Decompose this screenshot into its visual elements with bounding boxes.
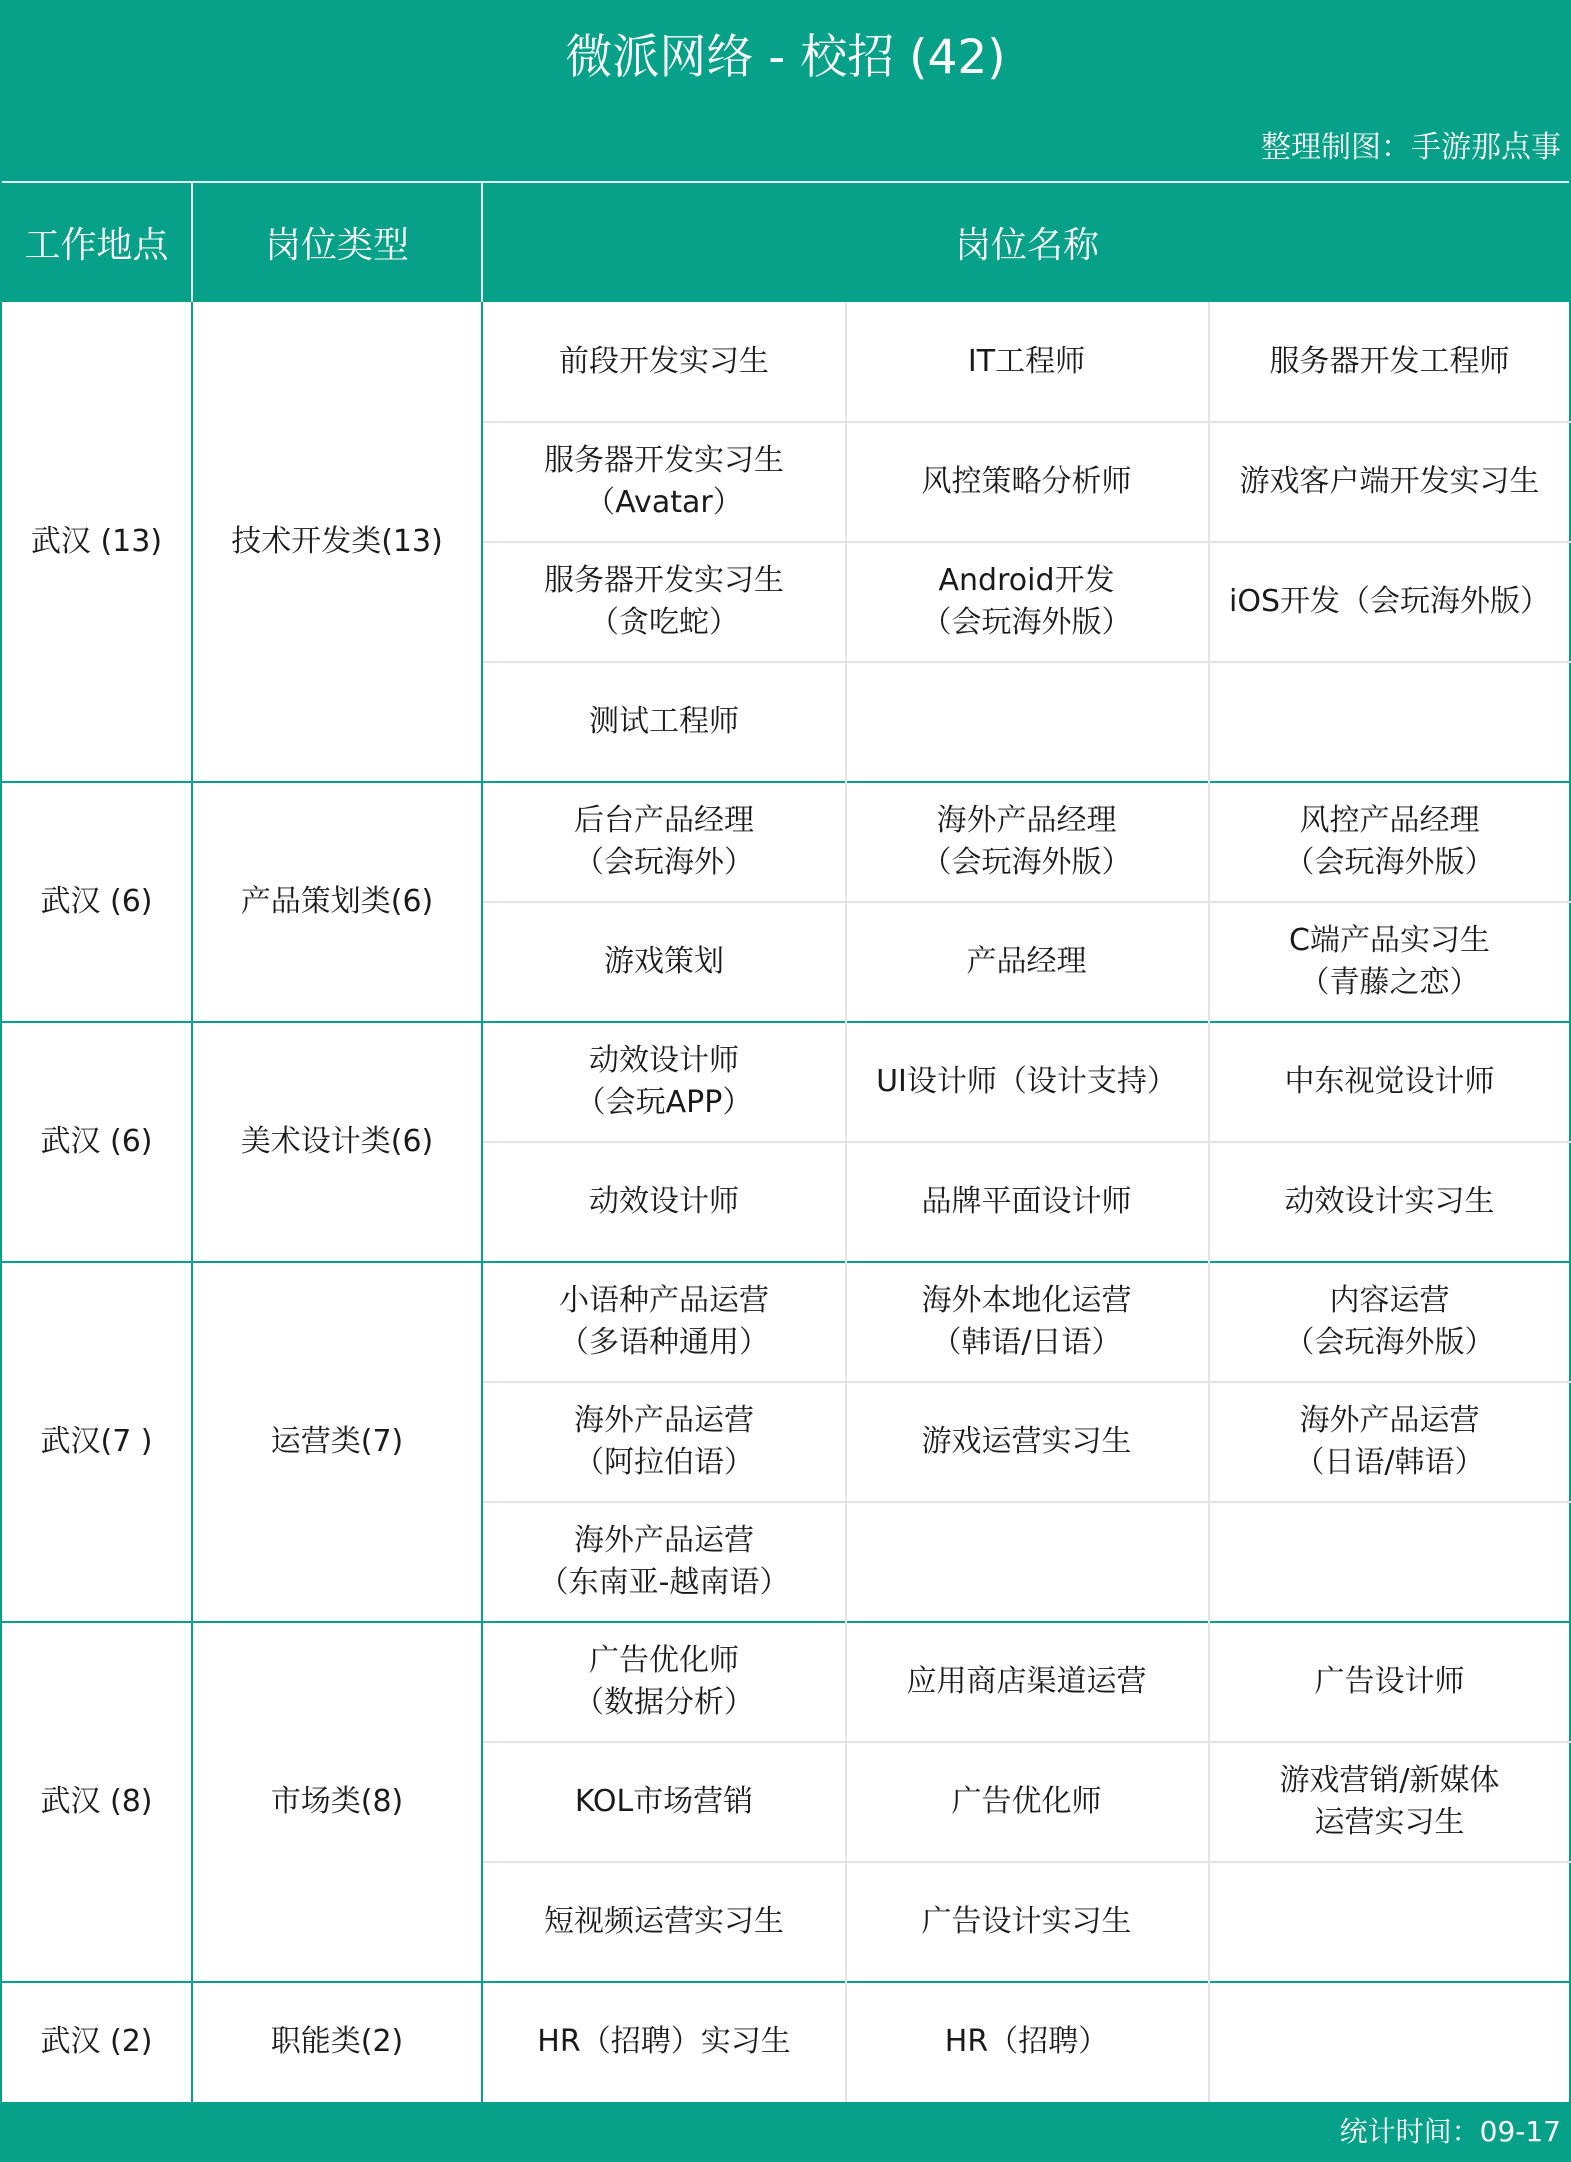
job-title-line: KOL市场营销	[574, 1784, 754, 1819]
column-divider	[1208, 302, 1210, 2102]
job-cell	[1208, 1862, 1571, 1982]
table-header	[2, 181, 1569, 302]
category-cell: 市场类(8)	[270, 1784, 404, 1819]
job-cell	[483, 902, 845, 1022]
job-title	[968, 341, 1085, 383]
job-title-line: （多语种通用）	[559, 1325, 769, 1360]
job-title-line: 内容运营	[1329, 1283, 1450, 1318]
job-title	[575, 1781, 753, 1823]
job-cell	[483, 1502, 845, 1622]
job-title-line: （会玩海外版）	[1284, 845, 1495, 880]
job-title-line: 产品经理	[966, 944, 1087, 979]
job-cell	[845, 1862, 1208, 1982]
job-title-line: 短视频运营实习生	[544, 1904, 784, 1939]
job-cell	[1208, 902, 1571, 1022]
location-cell: 武汉 (6)	[40, 1124, 153, 1159]
location-cell: 武汉 (13)	[30, 524, 163, 559]
job-title	[574, 800, 754, 884]
job-title-line: 海外本地化运营	[921, 1283, 1132, 1318]
job-title-line: （会玩海外版）	[1284, 1325, 1495, 1360]
job-title-line: （日语/韩语）	[1294, 1445, 1485, 1480]
job-title-line: 动效设计师	[589, 1184, 739, 1219]
job-title-line: （数据分析）	[574, 1685, 754, 1720]
job-cell	[1208, 1982, 1571, 2102]
job-title	[574, 1640, 754, 1724]
job-cell	[845, 1982, 1208, 2102]
job-title	[922, 800, 1132, 884]
job-title-line: （会玩海外）	[574, 845, 754, 880]
job-cell	[845, 782, 1208, 902]
job-title	[559, 1280, 769, 1364]
job-title	[1240, 461, 1540, 503]
job-title	[1285, 800, 1495, 884]
job-cell	[845, 1382, 1208, 1502]
job-title	[967, 941, 1087, 983]
job-title	[945, 2021, 1108, 2063]
category-cell: 运营类(7)	[270, 1424, 404, 1459]
job-title-line: （青藤之恋）	[1299, 965, 1480, 1000]
job-cell	[1208, 1022, 1571, 1142]
job-title	[604, 941, 724, 983]
job-title-line: IT工程师	[967, 344, 1086, 379]
job-title-line: （Avatar）	[585, 485, 743, 520]
job-title-line: 风控策略分析师	[921, 464, 1132, 499]
job-cell	[483, 1382, 845, 1502]
job-cell	[845, 902, 1208, 1022]
job-cell	[1208, 1742, 1571, 1862]
job-title-line: 服务器开发实习生	[544, 563, 784, 598]
job-title	[559, 341, 769, 383]
job-title	[1285, 1280, 1495, 1364]
job-title-line: 运营实习生	[1314, 1805, 1465, 1840]
job-cell	[483, 782, 845, 902]
job-title-line: UI设计师（设计支持）	[876, 1064, 1177, 1099]
job-title-line: 广告优化师	[589, 1643, 739, 1678]
job-title-line: （阿拉伯语）	[574, 1445, 754, 1480]
job-title-line: 海外产品运营	[573, 1523, 754, 1558]
job-cell	[1208, 782, 1571, 902]
job-title-line: （会玩海外版）	[921, 605, 1132, 640]
job-cell	[1208, 1262, 1571, 1382]
job-title	[1285, 1061, 1495, 1103]
job-title	[876, 1061, 1177, 1103]
job-title	[922, 461, 1132, 503]
job-cell	[1208, 1622, 1571, 1742]
job-title-line: 游戏营销/新媒体	[1279, 1763, 1500, 1798]
job-cell	[1208, 1382, 1571, 1502]
category-cell: 产品策划类(6)	[240, 884, 434, 919]
job-title	[1289, 920, 1490, 1004]
job-cell	[845, 1502, 1208, 1622]
job-title	[1285, 1181, 1495, 1223]
job-title-line: 广告设计实习生	[921, 1904, 1132, 1939]
job-cell	[845, 1622, 1208, 1742]
job-cell	[483, 1862, 845, 1982]
job-title-line: 中东视觉设计师	[1284, 1064, 1495, 1099]
credit-label: 整理制图：手游那点事	[1261, 130, 1561, 165]
category-cell: 美术设计类(6)	[240, 1124, 434, 1159]
job-cell	[483, 542, 845, 662]
job-title-line: 前段开发实习生	[559, 344, 769, 379]
job-cell	[845, 1022, 1208, 1142]
job-cell	[1208, 422, 1571, 542]
footer-bar	[2, 2102, 1569, 2162]
job-cell	[483, 662, 845, 782]
column-divider	[481, 302, 483, 2102]
job-title-line: 游戏运营实习生	[921, 1424, 1132, 1459]
job-cell	[483, 1982, 845, 2102]
job-title	[544, 560, 784, 644]
job-title-line: 海外产品经理	[936, 803, 1117, 838]
job-title	[1270, 341, 1510, 383]
job-title	[1229, 581, 1550, 623]
job-title-line: HR（招聘）实习生	[537, 2024, 791, 2059]
job-title-line: 服务器开发实习生	[544, 443, 784, 478]
location-cell: 武汉 (8)	[40, 1784, 153, 1819]
job-cell	[1208, 302, 1571, 422]
job-cell	[1208, 662, 1571, 782]
job-title-line: 海外产品运营	[1299, 1403, 1480, 1438]
job-cell	[483, 1622, 845, 1742]
job-title-line: 广告优化师	[951, 1784, 1102, 1819]
job-title	[544, 440, 784, 524]
job-title-line: 应用商店渠道运营	[906, 1664, 1147, 1699]
job-cell	[1208, 542, 1571, 662]
job-title	[1294, 1400, 1484, 1484]
job-title-line: 测试工程师	[589, 704, 739, 739]
job-title	[589, 701, 739, 743]
job-title	[922, 1901, 1132, 1943]
table-body	[2, 302, 1569, 2102]
job-title-line: （会玩海外版）	[921, 845, 1132, 880]
job-cell	[483, 1262, 845, 1382]
job-title	[1315, 1661, 1465, 1703]
job-cell	[1208, 1142, 1571, 1262]
job-cell	[845, 1262, 1208, 1382]
job-cell	[845, 422, 1208, 542]
job-title-line: 广告设计师	[1314, 1664, 1465, 1699]
category-cell: 职能类(2)	[270, 2024, 404, 2059]
page-title: 微派网络 - 校招 (42)	[565, 30, 1006, 85]
job-cell	[845, 542, 1208, 662]
job-title-line: 动效设计师	[589, 1043, 739, 1078]
job-cell	[483, 1142, 845, 1262]
job-title	[922, 1280, 1132, 1364]
job-cell	[845, 302, 1208, 422]
job-cell	[483, 1742, 845, 1862]
job-title	[1279, 1760, 1499, 1844]
job-title	[539, 1520, 790, 1604]
job-title-line: 游戏客户端开发实习生	[1239, 464, 1540, 499]
job-title	[537, 2021, 790, 2063]
job-title-line: 风控产品经理	[1299, 803, 1480, 838]
header-category: 岗位类型	[264, 225, 409, 266]
job-title	[922, 1421, 1132, 1463]
job-cell	[845, 1742, 1208, 1862]
header-location: 工作地点	[24, 225, 169, 266]
job-title	[907, 1661, 1147, 1703]
location-cell: 武汉 (2)	[40, 2024, 153, 2059]
stat-time-label: 统计时间：09-17	[1339, 2115, 1561, 2148]
job-cell	[483, 422, 845, 542]
job-cell	[1208, 1502, 1571, 1622]
job-cell	[845, 662, 1208, 782]
job-title-line: HR（招聘）	[944, 2024, 1109, 2059]
job-title-line: Android开发	[938, 563, 1115, 598]
job-title	[574, 1400, 754, 1484]
location-cell: 武汉 (6)	[40, 884, 153, 919]
job-cell	[483, 302, 845, 422]
job-title	[544, 1901, 784, 1943]
column-divider	[191, 302, 193, 2102]
job-title	[589, 1181, 739, 1223]
job-title-line: 小语种产品运营	[559, 1283, 769, 1318]
job-title-line: （韩语/日语）	[931, 1325, 1122, 1360]
job-title-line: 品牌平面设计师	[921, 1184, 1132, 1219]
job-title	[922, 1181, 1132, 1223]
job-cell	[845, 1142, 1208, 1262]
job-title-line: （会玩APP）	[575, 1085, 753, 1120]
job-title	[576, 1040, 753, 1124]
job-title-line: 海外产品运营	[574, 1403, 754, 1438]
job-title	[922, 560, 1132, 644]
job-title-line: （贪吃蛇）	[589, 605, 739, 640]
column-divider	[845, 302, 847, 2102]
job-title-line: 游戏策划	[604, 944, 724, 979]
job-title-line: 动效设计实习生	[1284, 1184, 1495, 1219]
job-title-line: （东南亚-越南语）	[538, 1565, 790, 1600]
header-position: 岗位名称	[954, 225, 1099, 266]
location-cell: 武汉(7 )	[40, 1424, 153, 1459]
title-bar	[2, 0, 1569, 181]
job-cell	[483, 1022, 845, 1142]
job-title-line: iOS开发（会玩海外版）	[1229, 584, 1550, 619]
job-title-line: C端产品实习生	[1289, 923, 1490, 958]
job-title-line: 后台产品经理	[574, 803, 754, 838]
job-title-line: 服务器开发工程师	[1269, 344, 1510, 379]
category-cell: 技术开发类(13)	[231, 524, 443, 559]
job-title	[952, 1781, 1102, 1823]
